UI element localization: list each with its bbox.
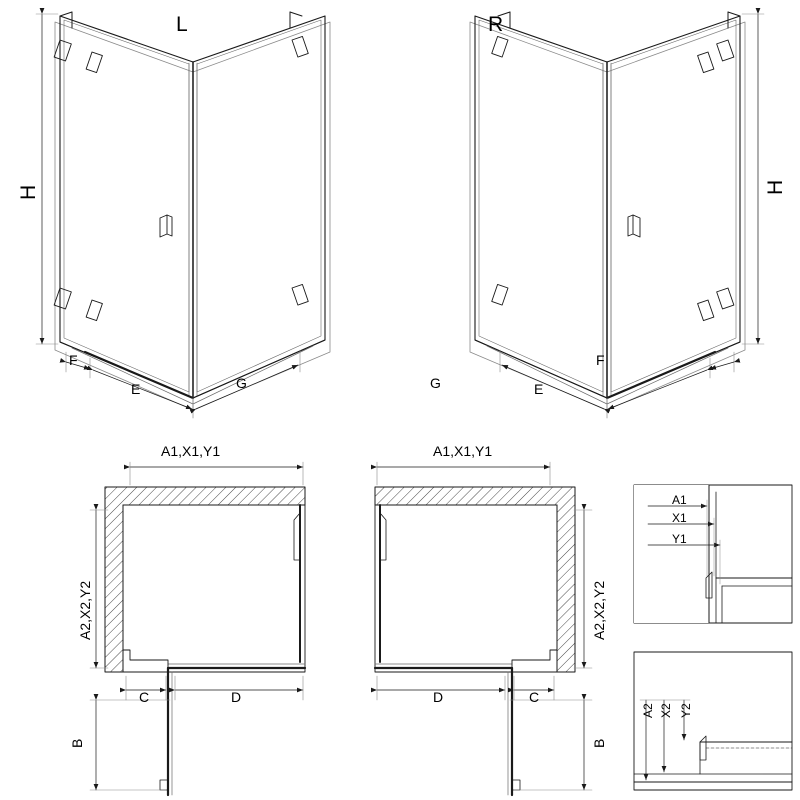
iso-right-title: R bbox=[488, 13, 504, 36]
plan-right-side-dim: A2,X2,Y2 bbox=[591, 580, 607, 640]
iso-left-label-g: G bbox=[236, 375, 247, 391]
detail-top-dim-a1: A1 bbox=[672, 493, 687, 507]
detail-top-dim-x1: X1 bbox=[672, 511, 687, 525]
plan-view-right bbox=[375, 462, 592, 795]
plan-left-top-dim: A1,X1,Y1 bbox=[161, 443, 221, 459]
plan-right-swing-dim: B bbox=[591, 738, 607, 748]
iso-left-label-e: E bbox=[131, 381, 141, 397]
iso-right-height-label: H bbox=[764, 179, 787, 195]
detail-view-top bbox=[634, 485, 792, 623]
detail-bottom-dim-x2: X2 bbox=[659, 703, 673, 718]
iso-right-label-g: G bbox=[430, 375, 441, 391]
plan-left-door-large: D bbox=[231, 689, 242, 705]
plan-left-door-small: C bbox=[139, 689, 150, 705]
plan-left-side-dim: A2,X2,Y2 bbox=[77, 580, 93, 640]
iso-view-right bbox=[470, 12, 764, 418]
iso-left-title: L bbox=[176, 13, 188, 36]
iso-left-label-f: F bbox=[69, 352, 78, 368]
plan-right-door-large: D bbox=[433, 689, 444, 705]
iso-view-left bbox=[36, 12, 330, 418]
iso-right-label-f: F bbox=[596, 352, 605, 368]
plan-view-left bbox=[90, 462, 305, 795]
plan-left-swing-dim: B bbox=[69, 738, 85, 748]
plan-right-top-dim: A1,X1,Y1 bbox=[433, 443, 493, 459]
detail-bottom-dim-a2: A2 bbox=[641, 703, 655, 718]
plan-right-door-small: C bbox=[529, 689, 540, 705]
detail-view-bottom bbox=[634, 652, 792, 790]
detail-bottom-dim-y2: Y2 bbox=[679, 703, 693, 718]
iso-right-label-e: E bbox=[534, 381, 544, 397]
iso-left-height-label: H bbox=[17, 184, 40, 200]
detail-top-dim-y1: Y1 bbox=[672, 532, 687, 546]
